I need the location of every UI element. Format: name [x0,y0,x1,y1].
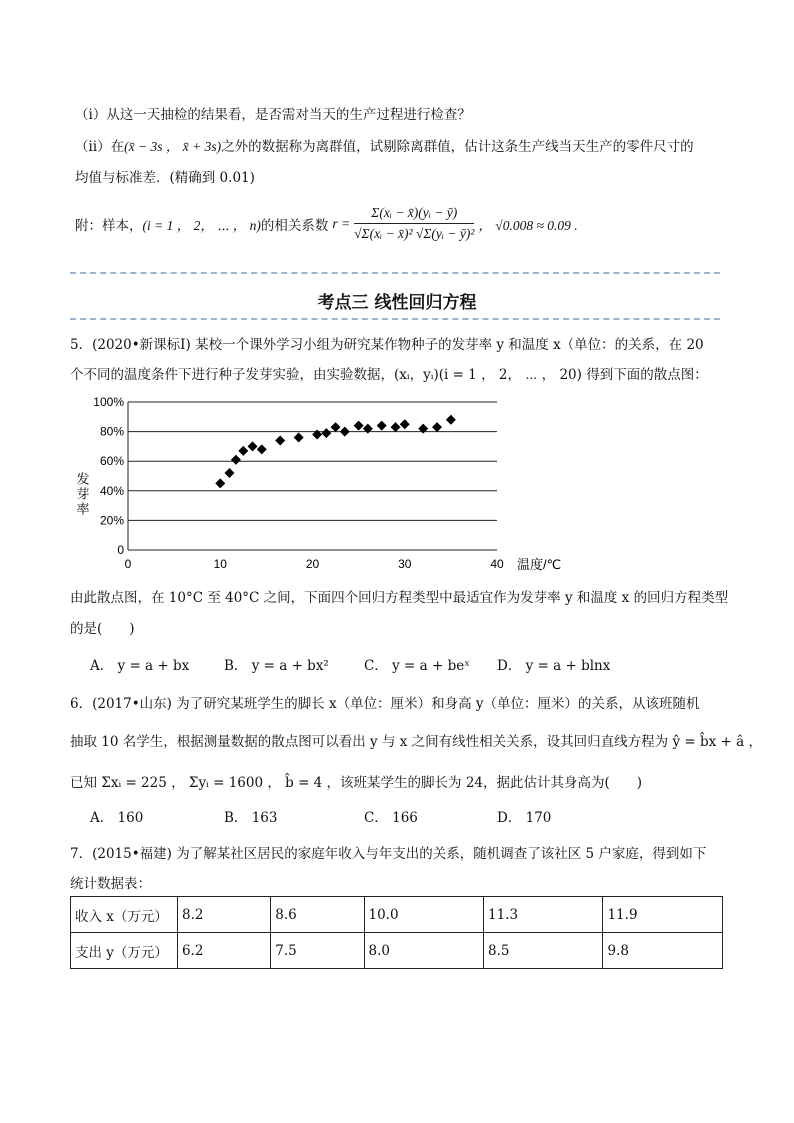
table-cell: 10.0 [364,897,483,933]
data-point [224,468,234,478]
x-tick-label: 20 [305,557,320,571]
data-point [340,427,350,437]
income-expense-table [70,896,723,969]
sqrt-approx: ， √0.008 ≈ 0.09 . [478,217,578,233]
table-cell: 11.9 [603,897,723,933]
q6-option-a: A． 160 [90,810,144,826]
q4-part1: （ⅰ）从这一天抽检的结果看，是否需对当天的生产过程进行检查？ [75,107,471,123]
x-tick-label: 10 [213,557,227,571]
q4-part2-cont: 均值与标准差．(精确到 0.01) [75,170,255,186]
table-row [71,897,723,933]
data-point [391,422,401,432]
q6-line3: 已知 Σxᵢ = 225 ， Σyᵢ = 1600 ， b̂ = 4 ，该班某学生的脚长为 24，据此估计其身高为( ) [70,775,643,791]
data-point [432,422,442,432]
q7-line1: 7．(2015•福建) 为了解某社区居民的家庭年收入与年支出的关系，随机调查了该社区 5 户家庭，得到如下 [70,846,707,862]
section-divider-bottom [70,318,720,320]
data-point [418,424,428,434]
table-cell: 8.0 [364,933,483,969]
r-symbol: r = [332,215,351,231]
data-point [400,419,410,429]
q4-note: 附：样本， (i = 1 ， 2， ⋯ ， n) 的相关系数 r = $\frac{\text{Σ(xᵢ − x̄)(yᵢ − ȳ)}}{\text{√Σ(xᵢ − x̄)² √Σ(yᵢ − ȳ)²}}$ ， √0.008 ≈ 0.09 . [75,205,578,241]
y-axis-label: 发芽率 [74,472,90,517]
data-point [446,415,456,425]
q5-option-b: B． y = a + bx² [224,658,329,674]
data-point [248,441,258,451]
x-tick-label: 0 [124,557,132,571]
q6-option-d: D． 170 [497,810,552,826]
formula-numerator: Σ(xᵢ − x̄)(yᵢ − ȳ) [354,205,474,224]
table-cell: 收入 x（万元） [71,897,178,933]
data-point [354,421,364,431]
y-tick-label: 20% [99,513,124,528]
q5-option-c: C． y = a + beˣ [364,658,470,674]
q6-option-b: B． 163 [224,810,278,826]
q5-option-d: D． y = a + blnx [497,658,611,674]
y-tick-labels [93,395,124,557]
x-axis-label: 温度/℃ [517,557,562,572]
data-point [331,422,341,432]
q5-line2: 个不同的温度条件下进行种子发芽实验，由实验数据，(xᵢ，yᵢ)(i = 1 ， 2， ⋯ ， 20) 得到下面的散点图： [70,367,708,383]
x-tick-label: 30 [398,557,412,571]
table-cell: 8.6 [271,897,364,933]
table-cell: 8.2 [178,897,271,933]
table-cell: 7.5 [271,933,364,969]
data-point [231,455,241,465]
q7-line2: 统计数据表： [70,876,151,892]
data-point [275,435,285,445]
data-point [312,430,322,440]
section-heading: 考点三 线性回归方程 [317,293,477,313]
x-tick-labels [125,557,504,571]
x-tick-label: 40 [490,557,504,571]
scatter-chart [70,392,590,582]
y-tick-label: 100% [93,395,124,409]
data-points [215,415,456,489]
data-point [238,446,248,456]
data-point [363,424,373,434]
y-tick-label: 0 [117,543,124,557]
correlation-formula [354,205,474,242]
table-cell: 9.8 [603,933,723,969]
q5-after2: 的是( ) [70,621,135,637]
y-tick-label: 40% [99,483,124,498]
q4-part2: （ⅱ）在(x̄ − 3s ， x̄ + 3s)之外的数据称为离群值，试剔除离群值，估计这条生产线当天生产的零件尺寸的 [75,139,694,155]
data-point [257,444,267,454]
table-row [71,933,723,969]
data-point [321,428,331,438]
table-cell: 8.5 [483,933,602,969]
formula-denominator: √Σ(xᵢ − x̄)² √Σ(yᵢ − ȳ)² [354,226,475,241]
data-point [215,478,225,488]
table-cell: 6.2 [178,933,271,969]
y-tick-label: 60% [99,454,124,469]
data-point [377,421,387,431]
note-index: (i = 1 ， 2， ⋯ ， n) [142,217,261,233]
q6-line1: 6．(2017•山东) 为了研究某班学生的脚长 x（单位：厘米）和身高 y（单位：厘米）的关系，从该班随机 [70,696,700,712]
table-cell: 11.3 [483,897,602,933]
q5-after1: 由此散点图，在 10°C 至 40°C 之间，下面四个回归方程类型中最适宜作为发芽率 y 和温度 x 的回归方程类型 [70,590,729,606]
interval: (x̄ − 3s ， x̄ + 3s) [124,139,222,154]
q5-line1: 5．(2020•新课标Ⅰ) 某校一个课外学习小组为研究某作物种子的发芽率 y 和温度 x（单位：的关系，在 20 [70,337,704,353]
q6-option-c: C． 166 [364,810,418,826]
section-divider-top [70,272,720,274]
q5-option-a: A． y = a + bx [90,658,190,674]
table-cell: 支出 y（万元） [71,933,178,969]
q6-line2: 抽取 10 名学生，根据测量数据的散点图可以看出 y 与 x 之间有线性相关关系，设其回归直线方程为 ŷ = b̂x + â ， [70,734,762,750]
y-tick-label: 80% [99,424,124,439]
chart-grid [128,402,497,550]
data-point [294,433,304,443]
